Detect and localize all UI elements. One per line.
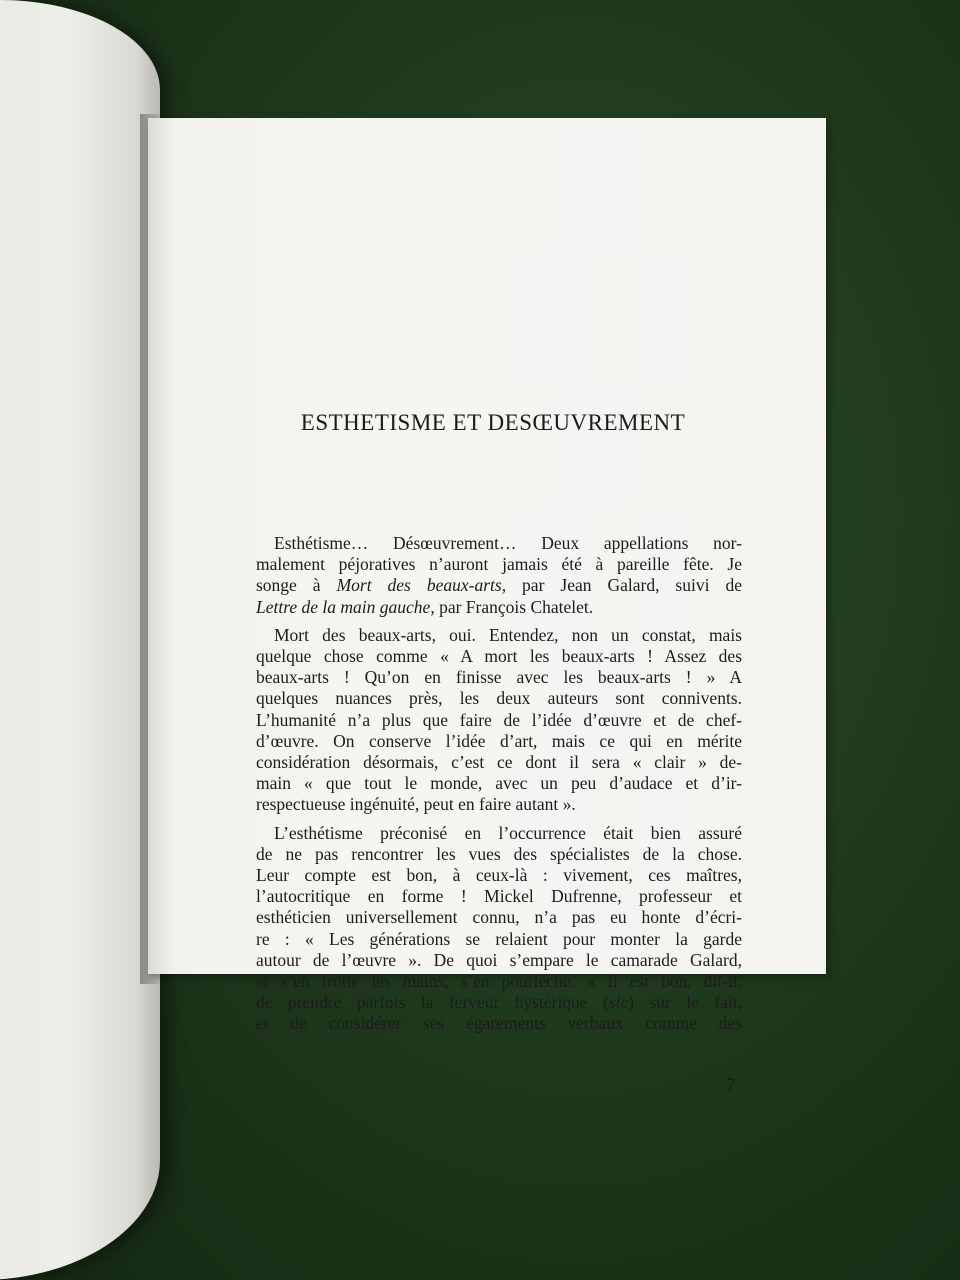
text-line: quelques nuances près, les deux auteurs sont connivents. <box>256 688 742 709</box>
text-line: quelque chose comme « A mort les beaux-arts ! Assez des <box>256 646 742 667</box>
margin-mark: / <box>212 1084 216 1099</box>
text-line: de prendre parfois la ferveur hystérique (sic) sur le fait, <box>256 992 742 1013</box>
page-number: 7 <box>726 1074 735 1094</box>
text-line: Lettre de la main gauche, par François Chatelet. <box>256 596 594 617</box>
text-line: main « que tout le monde, avec un peu d’audace et d’ir- <box>256 773 742 794</box>
chapter-title: ESTHETISME ET DESŒUVREMENT <box>300 410 686 435</box>
text-line: L’humanité n’a plus que faire de l’idée d’œuvre et de chef- <box>256 709 742 730</box>
text-line: L’esthétisme préconisé en l’occurrence était bien assuré <box>274 822 742 843</box>
text-line: beaux-arts ! Qu’on en finisse avec les beaux-arts ! » A <box>256 667 742 688</box>
text-line: et de considérer ses égarements verbaux comme des <box>256 1013 742 1034</box>
left-page <box>0 0 160 1280</box>
paragraph-3 <box>256 823 742 1035</box>
text-line: Mort des beaux-arts, oui. Entendez, non un constat, mais <box>274 624 742 645</box>
text-line: re : « Les générations se relaient pour monter la garde <box>256 928 742 949</box>
text-line: respectueuse ingénuité, peut en faire autant ». <box>256 794 576 815</box>
text-line: considération désormais, c’est ce dont il sera « clair » de- <box>256 752 742 773</box>
body-text <box>256 533 742 1042</box>
text-line: autour de l’œuvre ». De quoi s’empare le camarade Galard, <box>256 949 742 970</box>
text-line: d’œuvre. On conserve l’idée d’art, mais ce qui en mérite <box>256 730 742 751</box>
text-line: l’autocritique en forme ! Mickel Dufrenne, professeur et <box>256 886 742 907</box>
paragraph-2 <box>256 625 742 816</box>
text-line: et s’en frotte les mains, s’en pourlèche. « Il est bon, dit-il, <box>256 971 742 992</box>
text-line: Esthétisme… Désœuvrement… Deux appellations nor- <box>274 533 742 553</box>
text-line: songe à Mort des beaux-arts, par Jean Galard, suivi de <box>256 575 742 596</box>
right-page <box>148 118 826 1099</box>
paragraph-1 <box>256 533 742 618</box>
text-line: Leur compte est bon, à ceux-là : vivement, ces maîtres, <box>256 865 742 886</box>
text-line: esthéticien universellement connu, n’a pas eu honte d’écri- <box>256 907 742 928</box>
text-line: de ne pas rencontrer les vues des spécialistes de la chose. <box>256 843 742 864</box>
text-line: malement péjoratives n’auront jamais été à pareille fête. Je <box>256 554 742 575</box>
